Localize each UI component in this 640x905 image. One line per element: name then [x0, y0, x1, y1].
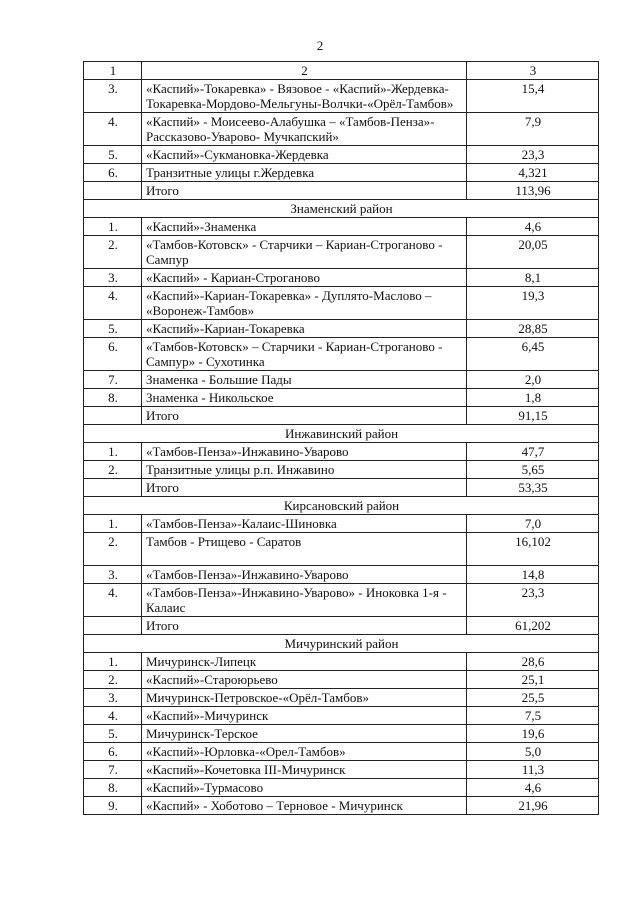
road-length: 53,35 — [467, 479, 599, 497]
header-cell-number: 1 — [84, 62, 142, 80]
road-name: «Каспий»-Сукмановка-Жердевка — [142, 146, 467, 164]
table-row — [84, 779, 599, 797]
road-name: Знаменка - Никольское — [142, 389, 467, 407]
road-length: 20,05 — [467, 236, 599, 269]
road-length: 8,1 — [467, 269, 599, 287]
row-number — [84, 617, 142, 635]
road-length: 1,8 — [467, 389, 599, 407]
road-name: «Тамбов-Котовск» - Старчики – Кариан-Строганово - Сампур — [142, 236, 467, 269]
road-name: «Тамбов-Пенза»-Инжавино-Уварово — [142, 443, 467, 461]
row-number: 8. — [84, 389, 142, 407]
road-name: «Каспий» - Хоботово – Терновое - Мичуринск — [142, 797, 467, 815]
row-number: 3. — [84, 269, 142, 287]
row-number: 5. — [84, 725, 142, 743]
table-row — [84, 164, 599, 182]
road-name: «Тамбов-Котовск» – Старчики - Кариан-Строганово - Сампур» - Сухотинка — [142, 338, 467, 371]
table-row — [84, 566, 599, 584]
road-length: 4,321 — [467, 164, 599, 182]
district-header-row — [84, 635, 599, 653]
road-name: «Каспий»-Кариан-Токаревка» - Дуплято-Маслово – «Воронеж-Тамбов» — [142, 287, 467, 320]
road-name: «Тамбов-Пенза»-Инжавино-Уварово — [142, 566, 467, 584]
roads-table-body — [84, 62, 599, 815]
road-length: 61,202 — [467, 617, 599, 635]
table-row — [84, 443, 599, 461]
road-name: Итого — [142, 479, 467, 497]
road-length: 23,3 — [467, 584, 599, 617]
table-row — [84, 218, 599, 236]
road-length: 14,8 — [467, 566, 599, 584]
row-number: 5. — [84, 320, 142, 338]
table-row — [84, 533, 599, 566]
road-name: Транзитные улицы г.Жердевка — [142, 164, 467, 182]
row-number — [84, 407, 142, 425]
road-length: 11,3 — [467, 761, 599, 779]
road-name: «Тамбов-Пенза»-Калаис-Шиновка — [142, 515, 467, 533]
header-cell-length: 3 — [467, 62, 599, 80]
road-length: 91,15 — [467, 407, 599, 425]
road-length: 7,0 — [467, 515, 599, 533]
roads-table — [83, 61, 599, 815]
road-length: 113,96 — [467, 182, 599, 200]
row-number: 2. — [84, 236, 142, 269]
road-length: 7,5 — [467, 707, 599, 725]
row-number: 3. — [84, 689, 142, 707]
row-number: 8. — [84, 779, 142, 797]
road-name: «Каспий» - Моисеево-Алабушка – «Тамбов-Пенза»-Рассказово-Уварово- Мучкапский» — [142, 113, 467, 146]
road-name: Тамбов - Ртищево - Саратов — [142, 533, 467, 566]
row-number: 4. — [84, 584, 142, 617]
road-length: 6,45 — [467, 338, 599, 371]
district-name: Кирсановский район — [84, 497, 599, 515]
total-row — [84, 479, 599, 497]
road-length: 15,4 — [467, 80, 599, 113]
road-name: «Каспий»-Знаменка — [142, 218, 467, 236]
row-number: 4. — [84, 113, 142, 146]
table-row — [84, 236, 599, 269]
road-length: 28,6 — [467, 653, 599, 671]
table-row — [84, 743, 599, 761]
district-header-row — [84, 425, 599, 443]
total-row — [84, 407, 599, 425]
road-length: 2,0 — [467, 371, 599, 389]
road-name: «Каспий» - Кариан-Строганово — [142, 269, 467, 287]
road-length: 4,6 — [467, 218, 599, 236]
total-row — [84, 617, 599, 635]
district-name: Мичуринский район — [84, 635, 599, 653]
row-number: 3. — [84, 566, 142, 584]
road-length: 21,96 — [467, 797, 599, 815]
table-row — [84, 584, 599, 617]
table-row — [84, 269, 599, 287]
header-cell-name: 2 — [142, 62, 467, 80]
table-row — [84, 371, 599, 389]
table-row — [84, 671, 599, 689]
table-row — [84, 80, 599, 113]
road-length: 19,6 — [467, 725, 599, 743]
row-number: 6. — [84, 164, 142, 182]
row-number — [84, 182, 142, 200]
row-number: 2. — [84, 461, 142, 479]
road-name: «Каспий»-Токаревка» - Вязовое - «Каспий»-Жердевка-Токаревка-Мордово-Мельгуны-Волчки-«Орёл-Тамбов» — [142, 80, 467, 113]
row-number — [84, 479, 142, 497]
row-number: 4. — [84, 707, 142, 725]
road-length: 4,6 — [467, 779, 599, 797]
table-row — [84, 707, 599, 725]
row-number: 7. — [84, 761, 142, 779]
road-name: «Каспий»-Мичуринск — [142, 707, 467, 725]
district-name: Инжавинский район — [84, 425, 599, 443]
road-name: Мичуринск-Липецк — [142, 653, 467, 671]
road-name: Итого — [142, 617, 467, 635]
road-name: Итого — [142, 407, 467, 425]
road-name: «Каспий»-Юрловка-«Орел-Тамбов» — [142, 743, 467, 761]
table-row — [84, 338, 599, 371]
road-name: Транзитные улицы р.п. Инжавино — [142, 461, 467, 479]
table-row — [84, 113, 599, 146]
road-name: Итого — [142, 182, 467, 200]
road-name: Знаменка - Большие Пады — [142, 371, 467, 389]
table-row — [84, 653, 599, 671]
table-row — [84, 320, 599, 338]
road-name: «Тамбов-Пенза»-Инжавино-Уварово» - Иноковка 1-я - Калаис — [142, 584, 467, 617]
district-name: Знаменский район — [84, 200, 599, 218]
row-number: 1. — [84, 515, 142, 533]
total-row — [84, 182, 599, 200]
road-length: 19,3 — [467, 287, 599, 320]
row-number: 5. — [84, 146, 142, 164]
table-row — [84, 761, 599, 779]
page-number: 2 — [316, 38, 324, 53]
road-length: 5,65 — [467, 461, 599, 479]
row-number: 3. — [84, 80, 142, 113]
road-length: 25,1 — [467, 671, 599, 689]
table-row — [84, 725, 599, 743]
road-length: 7,9 — [467, 113, 599, 146]
row-number: 2. — [84, 671, 142, 689]
road-name: «Каспий»-Староюрьево — [142, 671, 467, 689]
table-row — [84, 797, 599, 815]
table-header-row — [84, 62, 599, 80]
row-number: 1. — [84, 218, 142, 236]
row-number: 9. — [84, 797, 142, 815]
road-name: «Каспий»-Кочетовка III-Мичуринск — [142, 761, 467, 779]
road-name: Мичуринск-Петровское-«Орёл-Тамбов» — [142, 689, 467, 707]
district-header-row — [84, 200, 599, 218]
row-number: 4. — [84, 287, 142, 320]
table-row — [84, 689, 599, 707]
road-name: «Каспий»-Кариан-Токаревка — [142, 320, 467, 338]
table-row — [84, 461, 599, 479]
road-name: Мичуринск-Терское — [142, 725, 467, 743]
row-number: 1. — [84, 443, 142, 461]
road-length: 47,7 — [467, 443, 599, 461]
road-length: 5,0 — [467, 743, 599, 761]
table-row — [84, 389, 599, 407]
table-row — [84, 287, 599, 320]
road-length: 25,5 — [467, 689, 599, 707]
road-length: 23,3 — [467, 146, 599, 164]
district-header-row — [84, 497, 599, 515]
table-row — [84, 146, 599, 164]
road-length: 16,102 — [467, 533, 599, 566]
table-row — [84, 515, 599, 533]
row-number: 6. — [84, 338, 142, 371]
row-number: 6. — [84, 743, 142, 761]
road-name: «Каспий»-Турмасово — [142, 779, 467, 797]
row-number: 7. — [84, 371, 142, 389]
road-length: 28,85 — [467, 320, 599, 338]
row-number: 2. — [84, 533, 142, 566]
row-number: 1. — [84, 653, 142, 671]
